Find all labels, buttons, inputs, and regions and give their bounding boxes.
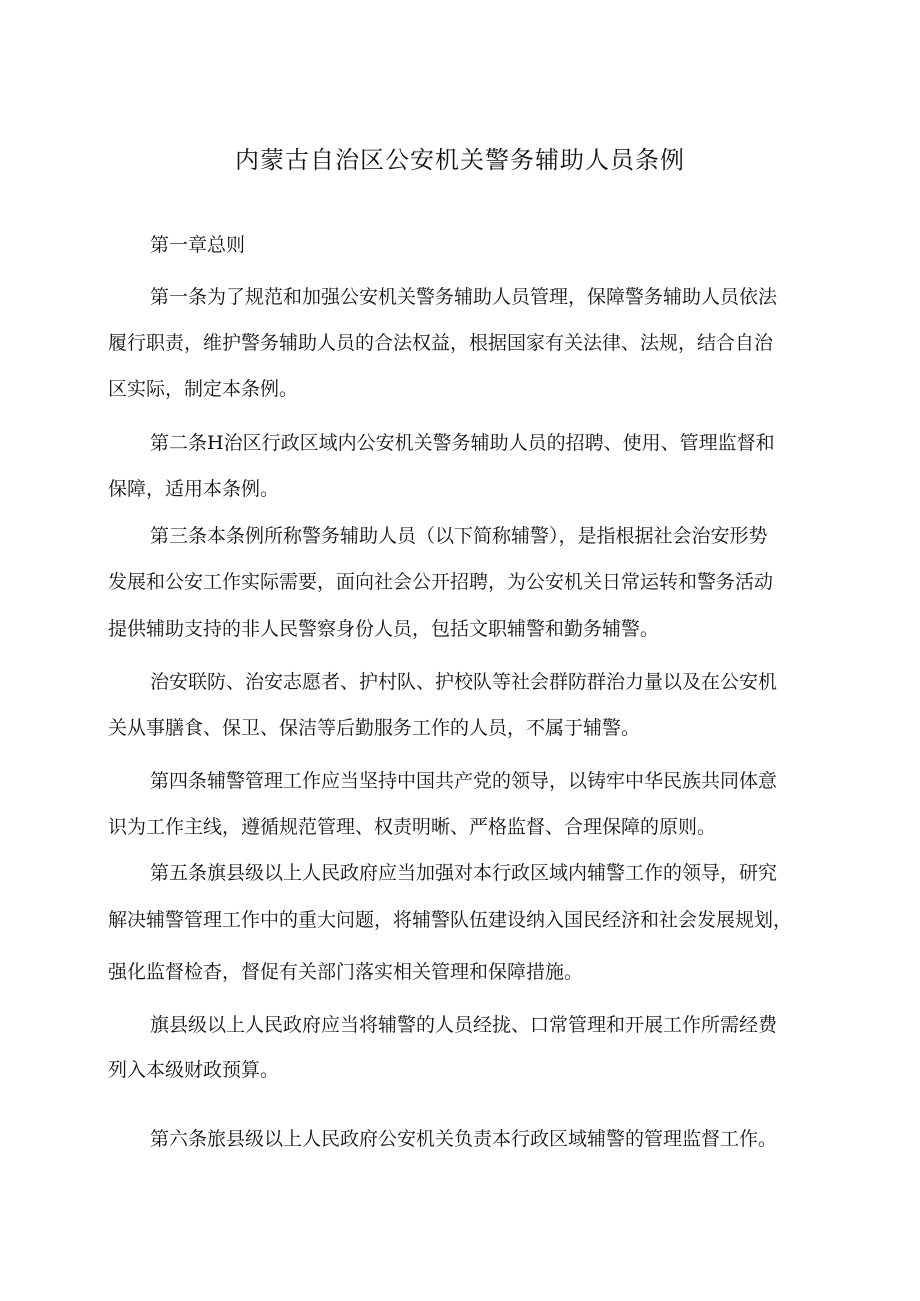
article-3-line-1: 第三条本条例所称警务辅助人员（以下简称辅警），是指根据社会治安形势 — [150, 525, 768, 547]
article-2-line-2: 保障，适用本条例。 — [108, 478, 280, 500]
chapter-heading: 第一章总则 — [150, 234, 246, 256]
article-3-line-2: 发展和公安工作实际需要，面向社会公开招聘，为公安机关日常运转和警务活动 — [108, 571, 774, 593]
article-3-line-3: 提供辅助支持的非人民警察身份人员，包括文职辅警和勤务辅警。 — [108, 618, 660, 640]
article-5-line-3: 强化监督检杳，督促有关部门落实相关管理和保障措施。 — [108, 961, 584, 983]
article-6-line-1: 第六条旅县级以上人民政府公安机关负责本行政区域辅警的管理监督工作。 — [150, 1128, 778, 1150]
article-3-para-2-line-1: 治安联防、治安志愿者、护村队、护校队等社会群防群治力量以及在公安机 — [150, 671, 778, 693]
article-5-para-2-line-1: 旗县级以上人民政府应当将辅警的人员经拢、口常管理和开展工作所需经费 — [150, 1014, 778, 1036]
article-5-line-1: 第五条旗县级以上人民政府应当加强对本行政区域内辅警工作的领导，研究 — [150, 862, 778, 884]
article-1-line-1: 第一条为了规范和加强公安机关警务辅助人员管理，保障警务辅助人员依法 — [150, 286, 778, 308]
article-3-para-2-line-2: 关从事膳食、保卫、保洁等后勤服务工作的人员，不属于辅警。 — [108, 717, 641, 739]
article-5-para-2-line-2: 列入本级财政预算。 — [108, 1059, 280, 1081]
article-2-line-1: 第二条H治区行政区域内公安机关警务辅助人员的招聘、使用、管理监督和 — [150, 432, 775, 454]
document-title: 内蒙古自治区公安机关警务辅助人员条例 — [235, 146, 685, 174]
article-1-line-2: 履行职责，维护警务辅助人员的合法权益，根据国家有关法律、法规，结合自治 — [108, 332, 774, 354]
article-4-line-2: 识为工作主线，遵循规范管理、权责明晰、严格监督、合理保障的原则。 — [108, 816, 717, 838]
article-4-line-1: 第四条辅警管理工作应当坚持中国共产党的领导，以铸牢中华民族共同体意 — [150, 770, 778, 792]
article-1-line-3: 区实际，制定本条例。 — [108, 378, 299, 400]
article-5-line-2: 解决辅警管理工作中的重大问题，将辅警队伍建设纳入国民经济和社会发展规划， — [108, 909, 793, 931]
